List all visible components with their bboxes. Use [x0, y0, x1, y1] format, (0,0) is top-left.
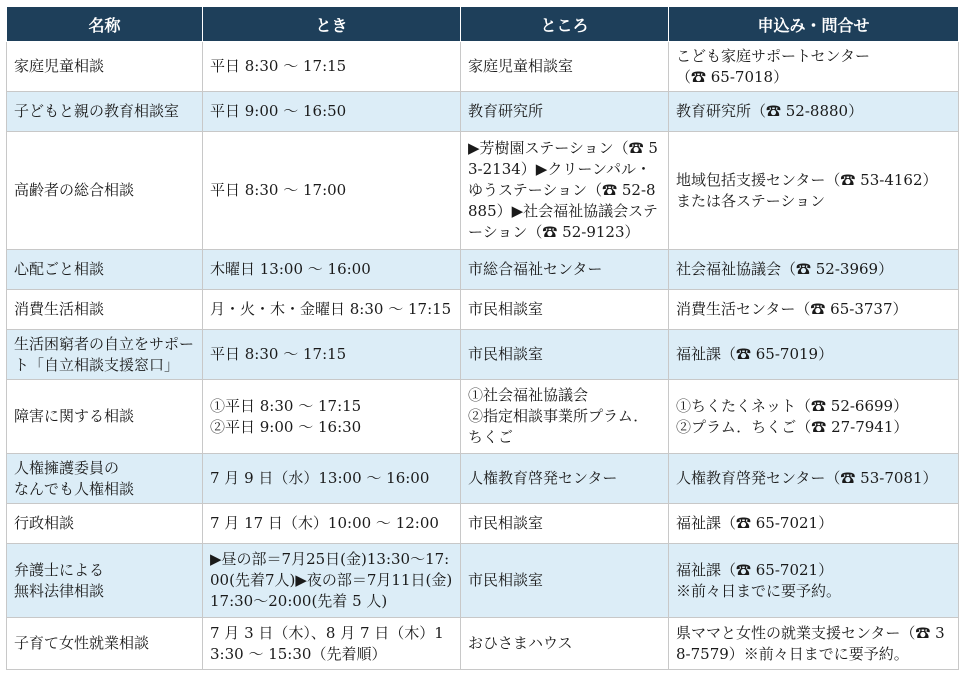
cell-name: 心配ごと相談: [7, 250, 203, 290]
cell-contact: 福祉課（☎ 65-7021） ※前々日までに要予約。: [669, 544, 959, 618]
table-row: [7, 504, 959, 544]
cell-contact: 地域包括支援センター（☎ 53-4162） または各ステーション: [669, 132, 959, 250]
cell-when: 平日 9:00 ～ 16:50: [203, 92, 461, 132]
cell-name: 弁護士による 無料法律相談: [7, 544, 203, 618]
consultation-table: [6, 6, 959, 670]
table-row: [7, 132, 959, 250]
cell-contact: 消費生活センター（☎ 65-3737）: [669, 290, 959, 330]
cell-name: 子どもと親の教育相談室: [7, 92, 203, 132]
cell-where: ▶芳樹園ステーション（☎ 53-2134）▶クリーンパル・ゆうステーション（☎ 52-8885）▶社会福祉協議会ステーション（☎ 52-9123）: [461, 132, 669, 250]
table-row: [7, 250, 959, 290]
header-name: 名称: [7, 7, 203, 42]
cell-where: ①社会福祉協議会 ②指定相談事業所プラム．ちくご: [461, 380, 669, 454]
table-row: [7, 454, 959, 504]
table-row: [7, 618, 959, 670]
cell-name: 障害に関する相談: [7, 380, 203, 454]
cell-when: ▶昼の部＝7月25日(金)13:30～17:00(先着7人)▶夜の部＝7月11日(金)17:30～20:00(先着 5 人): [203, 544, 461, 618]
cell-name: 生活困窮者の自立をサポート「自立相談支援窓口」: [7, 330, 203, 380]
cell-where: おひさまハウス: [461, 618, 669, 670]
cell-contact: 県ママと女性の就業支援センター（☎ 38-7579）※前々日までに要予約。: [669, 618, 959, 670]
cell-name: 子育て女性就業相談: [7, 618, 203, 670]
cell-where: 教育研究所: [461, 92, 669, 132]
table-row: [7, 380, 959, 454]
cell-where: 市総合福祉センター: [461, 250, 669, 290]
cell-where: 人権教育啓発センター: [461, 454, 669, 504]
cell-where: 市民相談室: [461, 504, 669, 544]
cell-name: 家庭児童相談: [7, 42, 203, 92]
header-when: とき: [203, 7, 461, 42]
cell-where: 市民相談室: [461, 544, 669, 618]
cell-name: 高齢者の総合相談: [7, 132, 203, 250]
cell-when: 7 月 3 日（木）、8 月 7 日（木）13:30 ～ 15:30（先着順）: [203, 618, 461, 670]
header-where: ところ: [461, 7, 669, 42]
cell-where: 市民相談室: [461, 290, 669, 330]
cell-when: 月・火・木・金曜日 8:30 ～ 17:15: [203, 290, 461, 330]
table-row: [7, 42, 959, 92]
header-row: [7, 7, 959, 42]
cell-contact: こども家庭サポートセンター （☎ 65-7018）: [669, 42, 959, 92]
table-row: [7, 290, 959, 330]
cell-contact: 福祉課（☎ 65-7019）: [669, 330, 959, 380]
cell-contact: 教育研究所（☎ 52-8880）: [669, 92, 959, 132]
cell-contact: 社会福祉協議会（☎ 52-3969）: [669, 250, 959, 290]
cell-when: 木曜日 13:00 ～ 16:00: [203, 250, 461, 290]
cell-name: 人権擁護委員の なんでも人権相談: [7, 454, 203, 504]
cell-when: 平日 8:30 ～ 17:15: [203, 42, 461, 92]
table-row: [7, 544, 959, 618]
header-contact: 申込み・問合せ: [669, 7, 959, 42]
cell-where: 家庭児童相談室: [461, 42, 669, 92]
cell-when: 平日 8:30 ～ 17:00: [203, 132, 461, 250]
cell-contact: 福祉課（☎ 65-7021）: [669, 504, 959, 544]
table-row: [7, 92, 959, 132]
cell-name: 消費生活相談: [7, 290, 203, 330]
cell-when: 7 月 9 日（水）13:00 ～ 16:00: [203, 454, 461, 504]
cell-where: 市民相談室: [461, 330, 669, 380]
table-row: [7, 330, 959, 380]
cell-contact: ①ちくたくネット（☎ 52-6699） ②プラム．ちくご（☎ 27-7941）: [669, 380, 959, 454]
cell-when: 平日 8:30 ～ 17:15: [203, 330, 461, 380]
cell-when: 7 月 17 日（木）10:00 ～ 12:00: [203, 504, 461, 544]
cell-name: 行政相談: [7, 504, 203, 544]
cell-when: ①平日 8:30 ～ 17:15 ②平日 9:00 ～ 16:30: [203, 380, 461, 454]
cell-contact: 人権教育啓発センター（☎ 53-7081）: [669, 454, 959, 504]
